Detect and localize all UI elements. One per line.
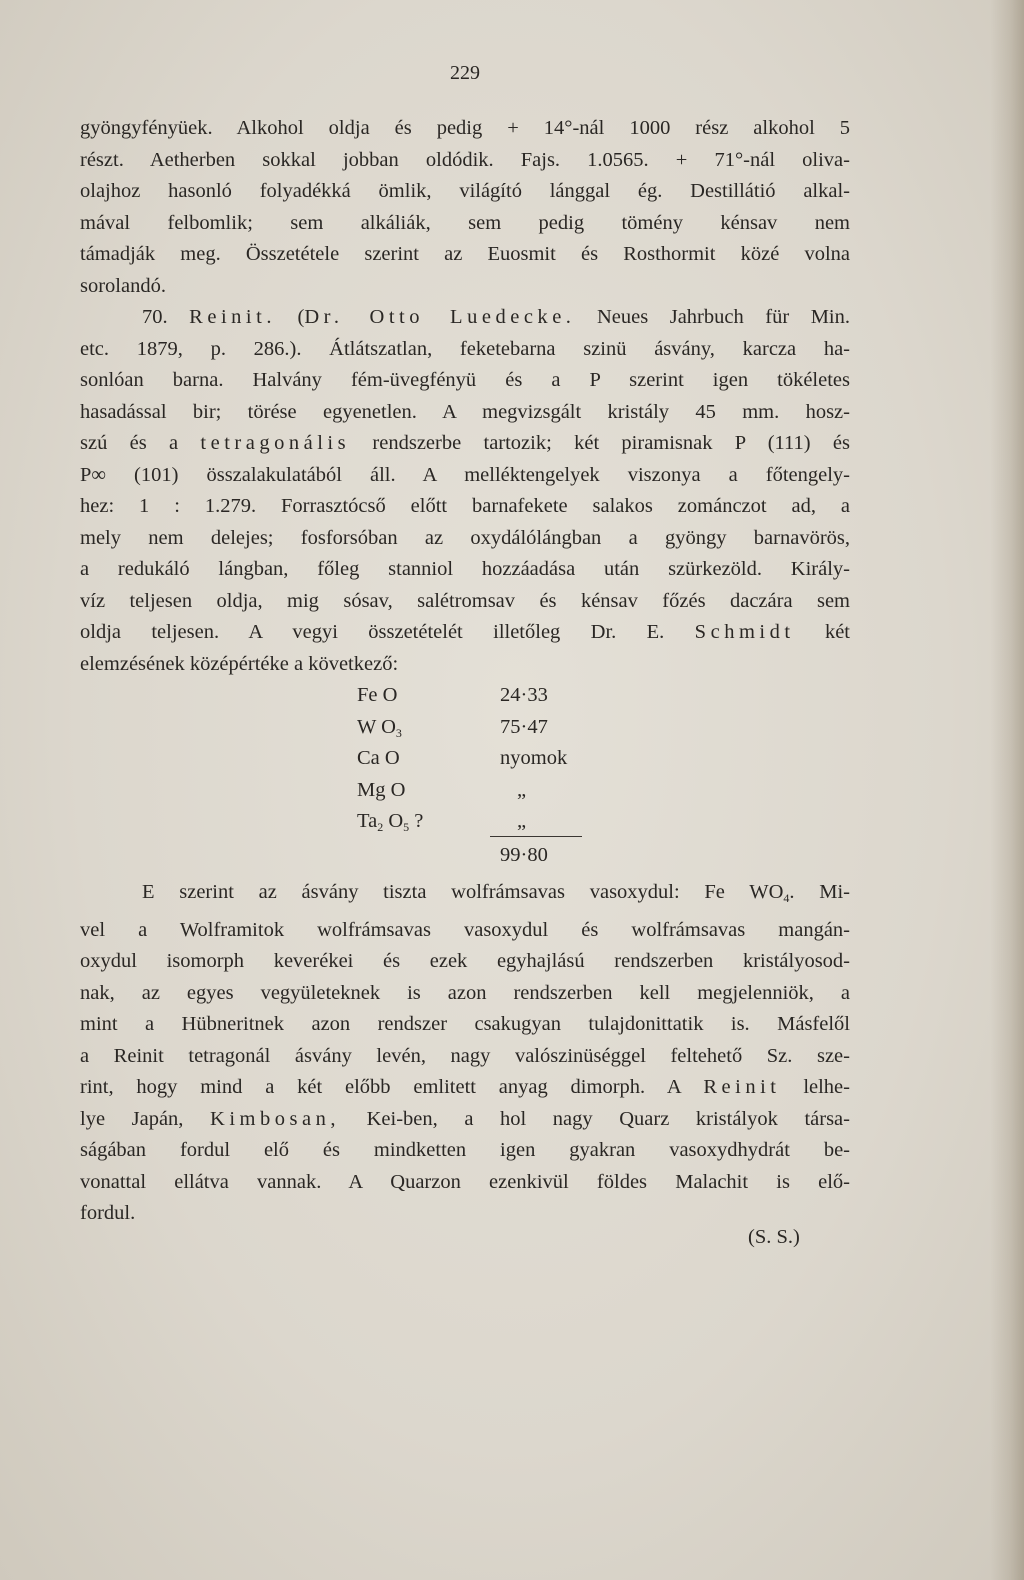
- body-text-lower: [80, 877, 850, 1230]
- value-cell: 75·47: [500, 715, 548, 738]
- text-line: mint a Hübneritnek azon rendszer csakugyan tulajdonittatik is. Másfelől: [80, 1013, 850, 1035]
- text-line: a Reinit tetragonál ásvány levén, nagy valószinüséggel feltehető Sz. sze-: [80, 1044, 850, 1067]
- text-line: rint, hogy mind a két előbb emlitett anyag dimorph. A Reinit lelhe-: [80, 1076, 850, 1098]
- table-row: [357, 775, 597, 807]
- text-line: ságában fordul elő és mindketten igen gyakran vasoxydhydrát be-: [80, 1139, 850, 1161]
- text-line: gyöngyfényüek. Alkohol oldja és pedig + 14°-nál 1000 rész alkohol 5: [80, 117, 850, 139]
- text-line: szú és a tetragonális rendszerbe tartozik; két piramisnak P (111) és: [80, 432, 850, 454]
- text-line: hez: 1 : 1.279. Forrasztócső előtt barnafekete salakos zománczot ad, a: [80, 495, 850, 517]
- text-line: etc. 1879, p. 286.). Átlátszatlan, feketebarna szinü ásvány, karcza ha-: [80, 337, 850, 360]
- table-row: [357, 743, 597, 775]
- text-line: mely nem delejes; fosforsóban az oxydálólángban a gyöngy barnavörös,: [80, 526, 850, 549]
- value-cell: 24·33: [500, 684, 548, 706]
- page-edge-shadow: [990, 0, 1024, 1580]
- text-line: oldja teljesen. A vegyi összetételét illetőleg Dr. E. Schmidt két: [80, 621, 851, 643]
- text-line: elemzésének középértéke a következő:: [80, 652, 399, 675]
- text-line: sorolandó.: [80, 274, 166, 297]
- text-line: a redukáló lángban, főleg stanniol hozzáadása után szürkezöld. Király-: [80, 558, 850, 580]
- value-cell: „: [517, 810, 527, 832]
- total-value: 99·80: [500, 844, 548, 866]
- mineral-name: Reinit.: [189, 306, 276, 328]
- text-line: E szerint az ásvány tiszta wolfrámsavas vasoxydul: Fe $WO_4$. Mi-: [142, 881, 850, 905]
- text-line: víz teljesen oldja, mig sósav, salétromsav és kénsav főzés daczára sem: [80, 589, 850, 612]
- sum-rule: [490, 836, 582, 837]
- text-line: mával felbomlik; sem alkáliák, sem pedig tömény kénsav nem: [80, 211, 850, 234]
- text-line: hasadással bir; törése egyenetlen. A megvizsgált kristály 45 mm. hosz-: [80, 400, 850, 423]
- table-row: [357, 806, 597, 838]
- table-row: [357, 712, 597, 744]
- signature-initials: (S. S.): [748, 1226, 800, 1248]
- text-line: oxydul isomorph keverékei és ezek egyhajlású rendszerben kristályosod-: [80, 950, 850, 972]
- value-cell: nyomok: [500, 747, 568, 769]
- text-line: sonlóan barna. Halvány fém-üvegfényü és a P szerint igen tökéletes: [80, 369, 850, 391]
- page-number: 229: [450, 62, 480, 84]
- component-cell: $Ta_2$ $O_5$ ?: [357, 810, 424, 834]
- text-line: vel a Wolframitok wolfrámsavas vasoxydul és wolfrámsavas mangán-: [80, 918, 850, 941]
- text-line: lye Japán, Kimbosan, Kei-ben, a hol nagy Quarz kristályok társa-: [80, 1107, 850, 1130]
- component-cell: Mg O: [357, 778, 406, 801]
- component-cell: Ca O: [357, 747, 400, 769]
- text-line: nak, az egyes vegyületeknek is azon rendszerben kell megjelenniök, a: [80, 981, 850, 1004]
- component-cell: W $O_3$: [357, 715, 402, 740]
- mineral-heading-line: 70. Reinit. (Dr. Otto Luedecke. Neues Jahrbuch für Min.: [142, 306, 850, 328]
- author-name: Dr. Otto Luedecke.: [304, 306, 576, 328]
- table-row: [357, 680, 597, 712]
- text-line: fordul.: [80, 1202, 136, 1224]
- text-line: részt. Aetherben sokkal jobban oldódik. Fajs. 1.0565. + 71°-nál oliva-: [80, 148, 850, 171]
- text-line: támadják meg. Összetétele szerint az Euosmit és Rosthormit közé volna: [80, 243, 850, 265]
- text-line: P∞ (101) összalakulatából áll. A melléktengelyek viszonya a főtengely-: [80, 463, 850, 486]
- text-line: vonattal ellátva vannak. A Quarzon ezenkivül földes Malachit is elő-: [80, 1170, 850, 1193]
- text-line: olajhoz hasonló folyadékká ömlik, világító lánggal ég. Destillátió alkal-: [80, 180, 850, 202]
- body-text-upper: [80, 113, 850, 680]
- composition-table: [357, 680, 597, 866]
- value-cell: „: [517, 778, 527, 801]
- component-cell: Fe O: [357, 684, 398, 706]
